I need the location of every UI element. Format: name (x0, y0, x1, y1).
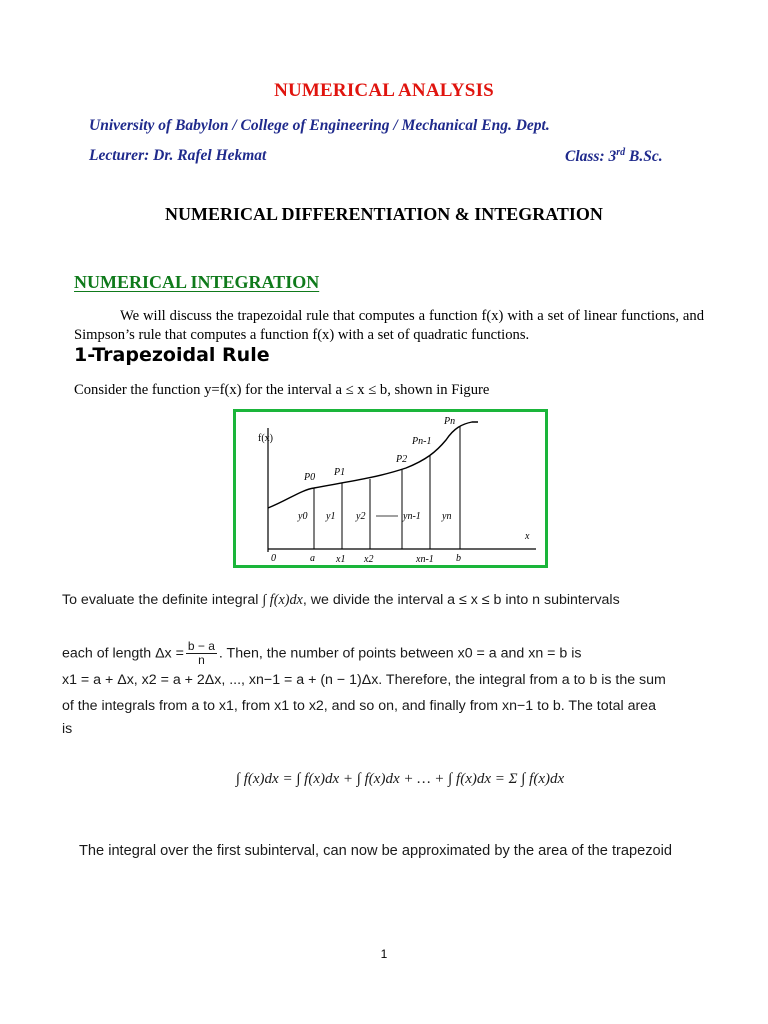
point-label-p2: P2 (396, 454, 408, 465)
document-title: NUMERICAL ANALYSIS (274, 80, 494, 101)
ordinate-label-y1: y1 (326, 511, 336, 522)
affiliation-line: University of Babylon / College of Engineering / Mechanical Eng. Dept. (89, 117, 550, 134)
point-label-pn: Pn (444, 416, 456, 427)
class-suffix: B.Sc. (625, 148, 663, 166)
ordinate-label-y0: y0 (298, 511, 308, 522)
chapter-title: NUMERICAL DIFFERENTIATION & INTEGRATION (165, 204, 603, 224)
class-ordinal: rd (616, 147, 626, 158)
delta-x-fraction: $\frac{b - a}{n}$ (187, 639, 215, 667)
subheading: 1-Trapezoidal Rule (74, 344, 270, 366)
body-line-4: of the integrals from a to x1, from x1 to x2, and so on, and finally from xn−1 to b. The total area (62, 698, 656, 714)
origin-label: 0 (271, 553, 276, 564)
point-label-p1: P1 (334, 467, 346, 478)
ordinate-labels (297, 511, 451, 522)
class-line (565, 147, 663, 166)
x-tick-xn-1: xn-1 (416, 554, 434, 565)
class-prefix: Class: 3 (565, 148, 617, 166)
definite-integral: ∫ f(x)dx (262, 592, 303, 608)
x-tick-a: a (310, 553, 315, 564)
x-axis-label: x (525, 531, 530, 542)
body-line-5: is (62, 721, 73, 737)
body-line-1: To evaluate the definite integral ∫ f(x)dx, we divide the interval a ≤ x ≤ b into n subintervals (62, 592, 620, 608)
page-number: 1 (380, 947, 388, 961)
ordinate-lines (314, 426, 460, 549)
lecturer-line: Lecturer: Dr. Rafel Hekmat (89, 147, 267, 164)
intro-paragraph: We will discuss the trapezoidal rule that computes a function f(x) with a set of linear functions, and Simpson’s rule that computes a function f(x) with a set of quadratic functions. (74, 308, 704, 343)
point-label-p0: P0 (304, 472, 316, 483)
x-tick-labels (310, 553, 461, 565)
point-labels (303, 416, 455, 483)
x-tick-x2: x2 (364, 554, 374, 565)
x-tick-b: b (456, 553, 461, 564)
trapezoid-figure (233, 409, 548, 568)
figure-svg (236, 412, 545, 565)
integral-sum-formula: ∫ f(x)dx = ∫ f(x)dx + ∫ f(x)dx + … + ∫ f(x)dx = Σ ∫ f(x)dx (235, 771, 565, 787)
function-curve (268, 422, 478, 508)
y-axis-label: f(x) (258, 433, 273, 444)
consider-paragraph: Consider the function y=f(x) for the interval a ≤ x ≤ b, shown in Figure (74, 382, 490, 398)
body-line-2: each of length Δx = $\frac{b - a}{n}$ . Then, the number of points between x0 = a and xn = b is (62, 639, 582, 667)
body-line-6: The integral over the first subinterval, can now be approximated by the area of the trapezoid (79, 843, 673, 859)
body-line-3: x1 = a + Δx, x2 = a + 2Δx, ..., xn−1 = a + (n − 1)Δx. Therefore, the integral from a to b is the sum (62, 672, 666, 688)
x-tick-x1: x1 (336, 554, 346, 565)
ordinate-label-y2: y2 (356, 511, 366, 522)
point-label-pn-1: Pn-1 (412, 436, 432, 447)
ordinate-label-yn: yn (442, 511, 452, 522)
section-title: NUMERICAL INTEGRATION (74, 272, 320, 292)
ordinate-label-yn-1: yn-1 (403, 511, 421, 522)
